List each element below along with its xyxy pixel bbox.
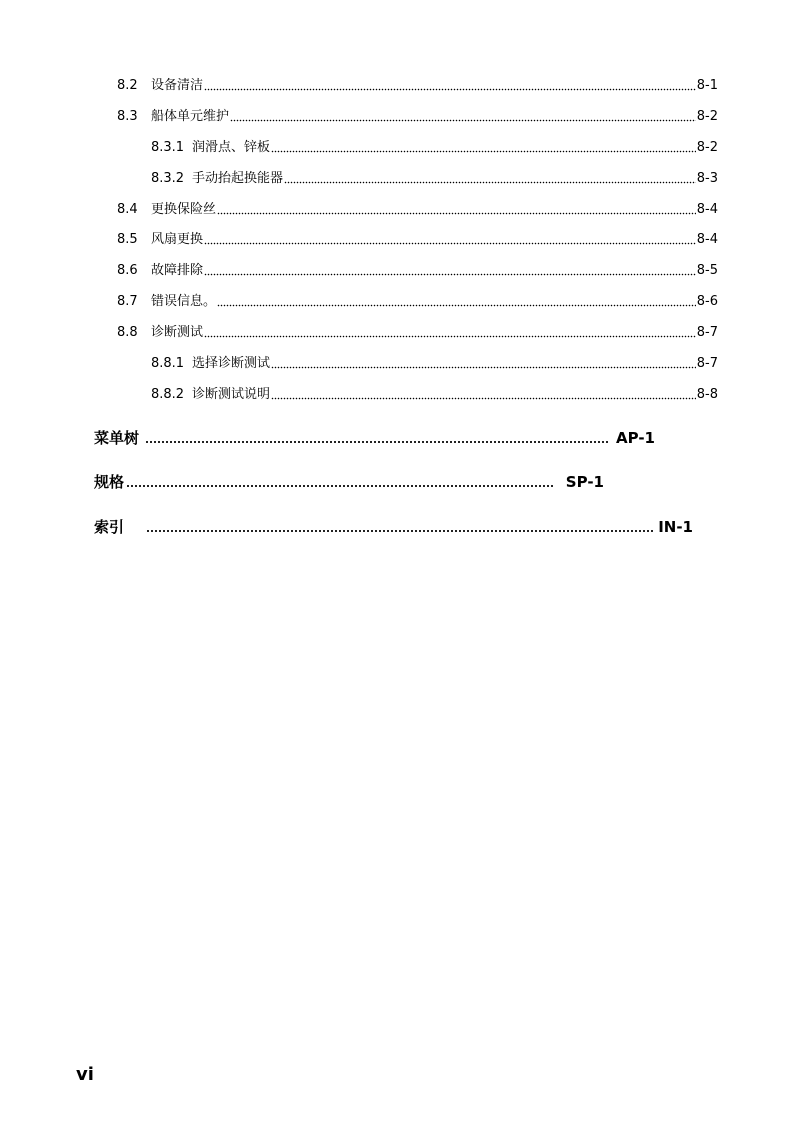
toc-entry[interactable] [151,139,718,157]
toc-entry[interactable] [151,355,718,373]
toc-dot-leader [284,172,696,184]
toc-major-page: SP-1 [565,473,604,491]
toc-dot-leader [230,110,696,122]
toc-entry-number: 8.8 [117,325,138,340]
toc-entry-number: 8.6 [117,263,138,278]
toc-dot-leader [145,432,610,444]
toc-major-entry[interactable] [94,516,693,538]
toc-entry-number: 8.3.1 [151,140,185,155]
toc-entry-number: 8.3.2 [151,171,185,186]
toc-entry-page: 8-6 [696,294,718,309]
toc-entry[interactable] [117,231,718,249]
toc-entry-page: 8-3 [696,171,718,186]
toc-entry-title: 更换保险丝 [151,202,217,217]
toc-entry-page: 8-8 [696,387,718,402]
toc-entry[interactable] [117,262,718,280]
toc-dot-leader [217,203,696,215]
toc-entry-title: 手动抬起换能器 [192,171,284,186]
toc-entry-title: 设备清洁 [151,78,204,93]
toc-entry-page: 8-2 [696,109,718,124]
toc-dot-leader [204,233,696,245]
toc-entry-page: 8-7 [696,325,718,340]
page-number: vi [76,1064,94,1085]
toc-dot-leader [204,326,696,338]
toc-entry-title: 选择诊断测试 [192,356,271,371]
toc-dot-leader [126,476,554,488]
toc-entry-number: 8.8.2 [151,387,185,402]
toc-major-page: IN-1 [658,518,693,536]
toc-dot-leader [204,79,696,91]
toc-entry-page: 8-1 [696,78,718,93]
toc-entry-number: 8.5 [117,232,138,247]
toc-entry-title: 润滑点、锌板 [192,140,271,155]
toc-dot-leader [146,521,654,533]
toc-entry-page: 8-4 [696,232,718,247]
toc-entry-number: 8.2 [117,78,138,93]
toc-entry[interactable] [117,77,718,95]
toc-entry[interactable] [151,170,718,188]
toc-major-entry[interactable] [94,427,655,449]
toc-major-title: 索引 [94,518,125,536]
toc-entry-title: 故障排除 [151,263,204,278]
toc-entry-title: 风扇更换 [151,232,204,247]
toc-entry[interactable] [117,108,718,126]
toc-entry-title: 诊断测试说明 [192,387,271,402]
toc-entry[interactable] [117,293,718,311]
toc-entry[interactable] [151,386,718,404]
toc-entry-page: 8-4 [696,202,718,217]
toc-major-page: AP-1 [615,429,655,447]
toc-dot-leader [271,141,696,153]
toc-entry-page: 8-2 [696,140,718,155]
toc-major-entry[interactable] [94,471,604,493]
toc-dot-leader [204,264,696,276]
toc-entry-number: 8.8.1 [151,356,185,371]
toc-entry-title: 诊断测试 [151,325,204,340]
toc-dot-leader [217,295,696,307]
toc-major-title: 菜单树 [94,429,140,447]
toc-entry[interactable] [117,201,718,219]
toc-entry-number: 8.3 [117,109,138,124]
toc-entry-page: 8-5 [696,263,718,278]
toc-dot-leader [271,388,696,400]
toc-dot-leader [271,357,696,369]
toc-entry-page: 8-7 [696,356,718,371]
toc-entry-title: 船体单元维护 [151,109,230,124]
toc-entry[interactable] [117,324,718,342]
toc-entry-number: 8.7 [117,294,138,309]
toc-major-title: 规格 [94,473,125,491]
toc-entry-title: 错误信息。 [151,294,217,309]
toc-entry-number: 8.4 [117,202,138,217]
